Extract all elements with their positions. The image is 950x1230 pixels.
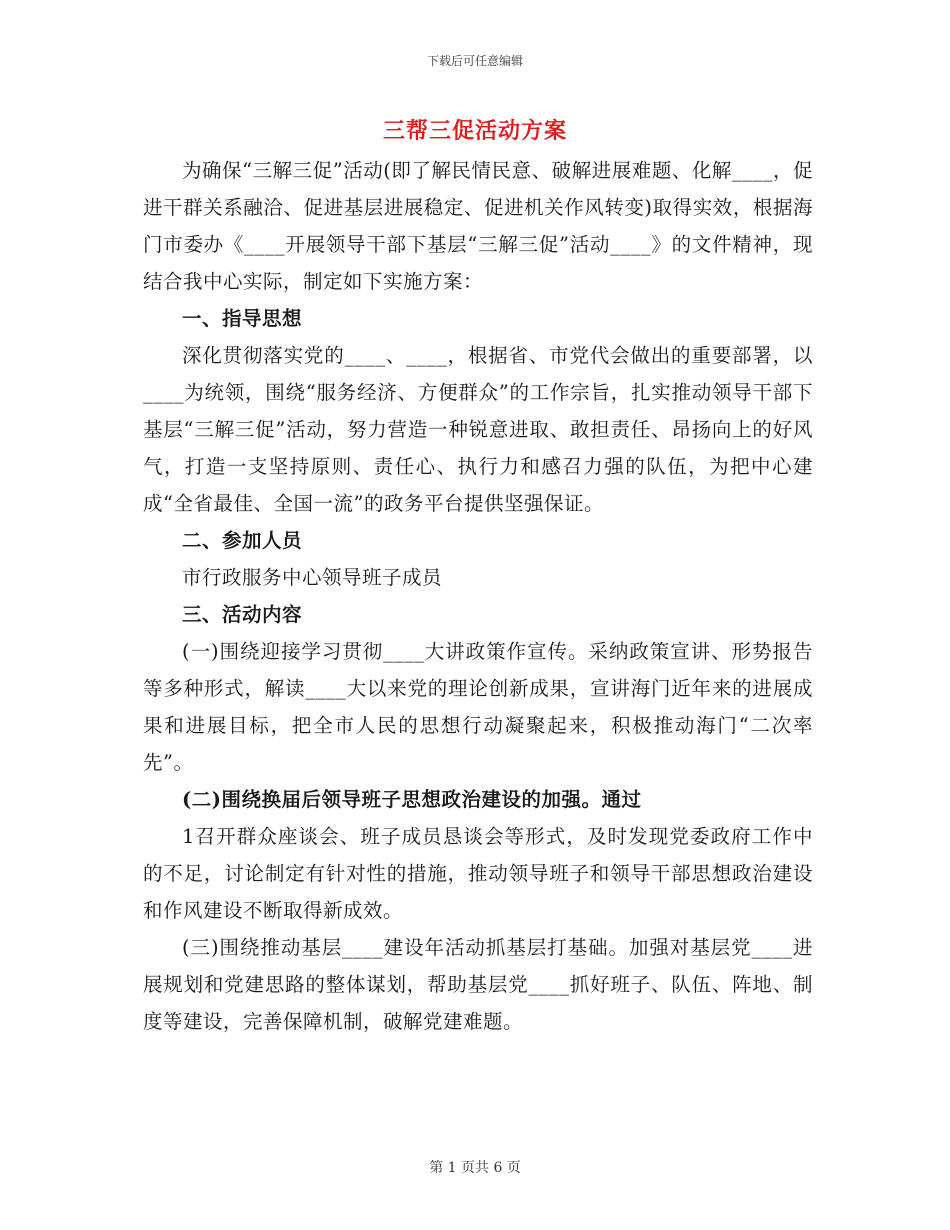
activity-item-1: (一)围绕迎接学习贯彻____大讲政策作宣传。采纳政策宣讲、形势报告等多种形式，解读____大以来党的理论创新成果，宣讲海门近年来的进展成果和进展目标，把全市人民的思想行动凝聚起来，积极推动海门“二次率先”。: [143, 640, 813, 774]
section-heading-activity-content: 三、活动内容: [182, 603, 303, 626]
activity-item-2-heading: (二)围绕换届后领导班子思想政治建设的加强。通过: [182, 788, 642, 811]
activity-item-2-text: 1召开群众座谈会、班子成员恳谈会等形式，及时发现党委政府工作中的不足，讨论制定有针对性的措施，推动领导班子和领导干部思想政治建设和作风建设不断取得新成效。: [143, 825, 813, 922]
document-body: [143, 152, 813, 1040]
guiding-thought-paragraph: 深化贯彻落实党的____、____，根据省、市党代会做出的重要部署，以____为统领，围绕“服务经济、方便群众”的工作宗旨，扎实推动领导干部下基层“三解三促”活动，努力营造一种锐意进取、敢担责任、昂扬向上的好风气，打造一支坚持原则、责任心、执行力和感召力强的队伍，为把中心建成“全省最佳、全国一流”的政务平台提供坚强保证。: [143, 344, 813, 515]
section-heading-guiding-thought: 一、指导思想: [182, 307, 303, 330]
page-header: 下载后可任意编辑: [426, 54, 523, 68]
document-title: 三帮三促活动方案: [382, 118, 567, 144]
intro-paragraph: 为确保“三解三促”活动(即了解民情民意、破解进展难题、化解____，促进干群关系融洽、促进基层进展稳定、促进机关作风转变)取得实效，根据海门市委办《____开展领导干部下基层“三解三促”活动____》的文件精神，现结合我中心实际，制定如下实施方案：: [143, 159, 813, 293]
participants-paragraph: 市行政服务中心领导班子成员: [182, 566, 443, 589]
page-footer: 第 1 页共 6 页: [429, 1160, 521, 1176]
activity-item-3: (三)围绕推动基层____建设年活动抓基层打基础。加强对基层党____进展规划和党建思路的整体谋划，帮助基层党____抓好班子、队伍、阵地、制度等建设，完善保障机制，破解党建难题。: [143, 936, 813, 1033]
section-heading-participants: 二、参加人员: [182, 529, 303, 552]
